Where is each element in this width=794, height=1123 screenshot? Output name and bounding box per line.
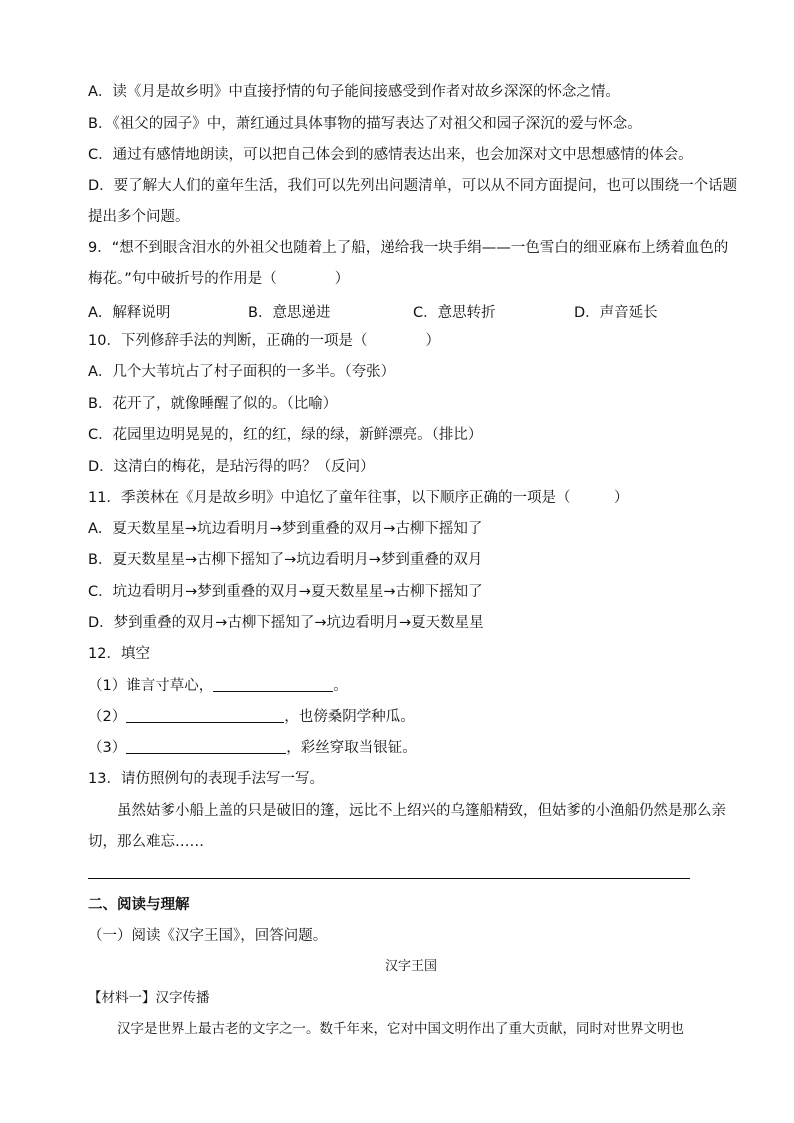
- q12-item-3: [88, 739, 417, 757]
- question-12: 12．填空: [88, 646, 150, 662]
- q12-item-1-text: （1）谁言寸草心，: [88, 678, 214, 694]
- q9-option-c[interactable]: C．意思转折: [413, 305, 496, 321]
- question-11: 11．季羡林在《月是故乡明》中追忆了童年往事，以下顺序正确的一项是（ ）: [88, 490, 629, 506]
- question-9-options: [88, 301, 698, 319]
- q9-option-b[interactable]: B．意思递进: [248, 305, 331, 321]
- line-option-d-cont: 提出多个问题。: [88, 209, 190, 225]
- q11-option-b[interactable]: B．夏天数星星→古柳下摇知了→坑边看明月→梦到重叠的双月: [88, 552, 483, 568]
- q12-item-2: [88, 708, 415, 726]
- q10-option-d[interactable]: D．这清白的梅花，是玷污得的吗？（反问）: [88, 459, 375, 475]
- question-10: 10．下列修辞手法的判断，正确的一项是（ ）: [88, 333, 440, 349]
- line-option-c: C．通过有感情地朗读，可以把自己体会到的感情表达出来，也会加深对文中思想感情的体会。: [88, 147, 693, 163]
- q12-blank-1[interactable]: [213, 677, 333, 692]
- q12-item-3-num: （3）: [88, 740, 127, 756]
- section-2-heading: 二、阅读与理解: [88, 897, 190, 913]
- q10-option-c[interactable]: C．花园里边明晃晃的，红的红，绿的绿，新鲜漂亮。（排比）: [88, 427, 483, 443]
- question-9-cont: 梅花。”句中破折号的作用是（ ）: [88, 271, 350, 287]
- line-option-a: A．读《月是故乡明》中直接抒情的句子能间接感受到作者对故乡深深的怀念之情。: [88, 84, 620, 100]
- question-9: 9．“想不到眼含泪水的外祖父也随着上了船，递给我一块手绢——一色雪白的细亚麻布上绣着血色的: [88, 240, 729, 256]
- line-option-b: B．《祖父的园子》中，萧红通过具体事物的描写表达了对祖父和园子深沉的爱与怀念。: [88, 116, 642, 132]
- q12-item-1: [88, 677, 348, 695]
- q12-item-1-end: 。: [333, 678, 348, 694]
- answer-line[interactable]: [88, 878, 690, 879]
- q13-example-line-2: 切，那么难忘……: [88, 834, 204, 850]
- q12-item-2-num: （2）: [88, 709, 127, 725]
- q10-option-a[interactable]: A．几个大苇坑占了村子面积的一多半。（夸张）: [88, 364, 396, 380]
- q11-option-a[interactable]: A．夏天数星星→坑边看明月→梦到重叠的双月→古柳下摇知了: [88, 521, 483, 537]
- material-1-heading: 【材料一】汉字传播: [88, 990, 210, 1006]
- material-1-text: 汉字是世界上最古老的文字之一。数千年来，它对中国文明作出了重大贡献，同时对世界文明也: [117, 1021, 684, 1037]
- q12-blank-2[interactable]: [126, 708, 284, 723]
- q12-item-2-text: ，也傍桑阴学种瓜。: [284, 709, 415, 725]
- section-2-subheading: （一）阅读《汉字王国》，回答问题。: [88, 928, 328, 944]
- line-option-d: D．要了解大人们的童年生活，我们可以先列出问题清单，可以从不同方面提问，也可以围绕一个话题: [88, 178, 738, 194]
- q13-example-line-1: 虽然姑爹小船上盖的只是破旧的篷，远比不上绍兴的乌篷船精致，但姑爹的小渔船仍然是那么亲: [117, 803, 726, 819]
- question-13: 13．请仿照例句的表现手法写一写。: [88, 771, 324, 787]
- q9-option-a[interactable]: A．解释说明: [88, 305, 171, 321]
- q10-option-b[interactable]: B．花开了，就像睡醒了似的。（比喻）: [88, 396, 338, 412]
- q11-option-d[interactable]: D．梦到重叠的双月→古柳下摇知了→坑边看明月→夏天数星星: [88, 615, 484, 631]
- q12-blank-3[interactable]: [126, 739, 286, 754]
- q11-option-c[interactable]: C．坑边看明月→梦到重叠的双月→夏天数星星→古柳下摇知了: [88, 584, 483, 600]
- q9-option-d[interactable]: D．声音延长: [574, 305, 658, 321]
- q12-item-3-text: ，彩丝穿取当银钲。: [286, 740, 417, 756]
- article-title: 汉字王国: [385, 959, 438, 974]
